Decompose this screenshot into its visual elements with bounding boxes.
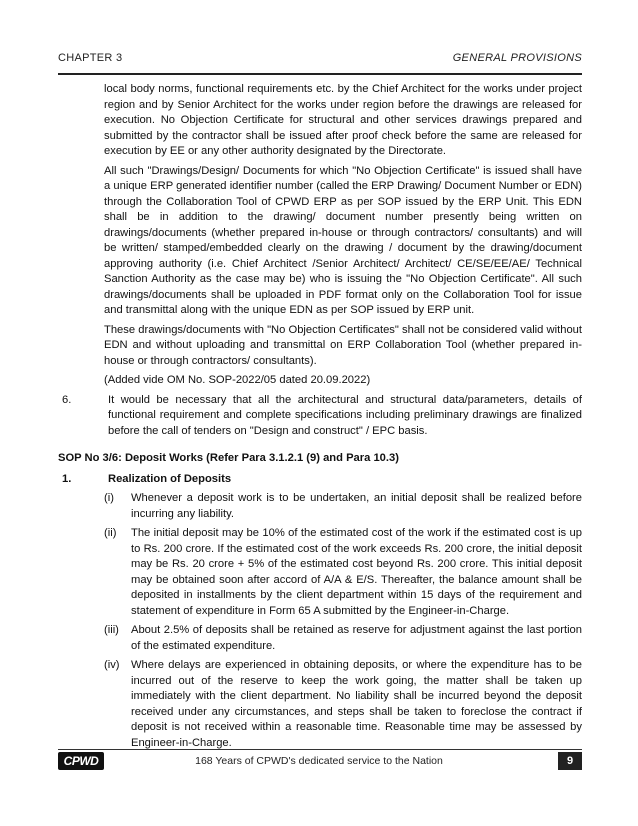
item-text: It would be necessary that all the architectural and structural data/parameters, details of functional requirement and complete specifications including preliminary drawings are finalized before the call of tenders on "Design and construct" / EPC basis.: [108, 393, 582, 437]
list-item-text: About 2.5% of deposits shall be retained as reserve for adjustment against the last portion of the estimated expenditure.: [131, 624, 582, 652]
list-item-number: (i): [104, 492, 114, 504]
paragraph-1: local body norms, functional requirements etc. by the Chief Architect for the works under project region and by Senior Architect for the works under region before the drawings are released for execution. No Objection Certificate for structural and other services drawings prepared and submitted by the contractor shall be issued after proof check before the same are released for execution by EE or any other authority designated by the Directorate.: [104, 83, 582, 157]
list-item-text: Where delays are experienced in obtaining deposits, or where the expenditure has to be incurred out of the reserve to keep the work going, the matter shall be taken up immediately with the client department. No liability shall be incurred beyond the deposit received under any circumstances, and steps shall be taken to foreclose the contract if deposit is not received within a reasonable time. Reasonable time may be assessed by Engineer-in-Charge.: [131, 659, 582, 749]
list-item: [104, 526, 582, 619]
sub-heading-number: 1.: [62, 472, 72, 485]
chapter-label: CHAPTER 3: [58, 52, 123, 64]
list-item-number: (iii): [104, 624, 119, 636]
section-label: GENERAL PROVISIONS: [452, 52, 582, 64]
list-item-number: (ii): [104, 527, 117, 539]
paragraph-2: All such "Drawings/Design/ Documents for which "No Objection Certificate" is issued shall have a unique ERP generated identifier number (called the ERP Drawing/ Document Number or EDN) through the Collaboration Tool of CPWD ERP as per SOP issued by the ERP Unit. This EDN shall be in addition to the drawing/ document number presently being written on drawings/documents (whether prepared in-house or through contractors/ consultants) and will be written/ stamped/embedded clearly on the drawing / document by the drawing/document approving authority (i.e. Chief Architect /Senior Architect/ Architect/ CE/SE/EE/AE/ Technical Sanction Authority as the case may be) who is issuing the "No Objection Certificate". All such drawings/documents shall be uploaded in PDF format only on the Collaboration Tool for issue and transmittal along with the unique EDN as per SOP issued by ERP unit.: [104, 164, 582, 316]
paragraph-3: These drawings/documents with "No Objection Certificates" shall not be considered valid without EDN and without uploading and transmittal on ERP Collaboration Tool (whether prepared in-house or through contractors/ consultants).: [104, 323, 582, 367]
sub-heading-1: [58, 472, 582, 488]
cpwd-logo: CPWD: [58, 752, 104, 770]
list-item: [104, 658, 582, 751]
list-item: [104, 623, 582, 654]
header-divider: [58, 73, 582, 75]
list-item: [104, 491, 582, 522]
numbered-item-6: [58, 393, 582, 440]
page-content: [58, 82, 582, 755]
sop-heading: SOP No 3/6: Deposit Works (Refer Para 3.1.2.1 (9) and Para 10.3): [58, 452, 399, 464]
footer-tagline: 168 Years of CPWD's dedicated service to the Nation: [195, 755, 443, 767]
sub-heading-title: Realization of Deposits: [108, 472, 232, 485]
list-item-text: Whenever a deposit work is to be undertaken, an initial deposit shall be realized before incurring any liability.: [131, 492, 582, 520]
item-number: 6.: [62, 393, 72, 406]
page-number: 9: [558, 752, 582, 770]
list-item-number: (iv): [104, 659, 120, 671]
amendment-note: (Added vide OM No. SOP-2022/05 dated 20.09.2022): [104, 374, 371, 386]
footer-divider: [58, 749, 582, 750]
list-item-text: The initial deposit may be 10% of the estimated cost of the work if the estimated cost is up to Rs. 200 crore. If the estimated cost of the work exceeds Rs. 200 crore, the initial deposit may be Rs. 20 crore + 5% of the estimated cost beyond Rs. 200 crore. This initial deposit may be obtained soon after accord of A/A & E/S. Thereafter, the balance amount shall be deposited in installments by the client department within 15 days of the requirement and statement of expenditure in Form 65 A submitted by the Engineer-in-Charge.: [131, 527, 582, 617]
